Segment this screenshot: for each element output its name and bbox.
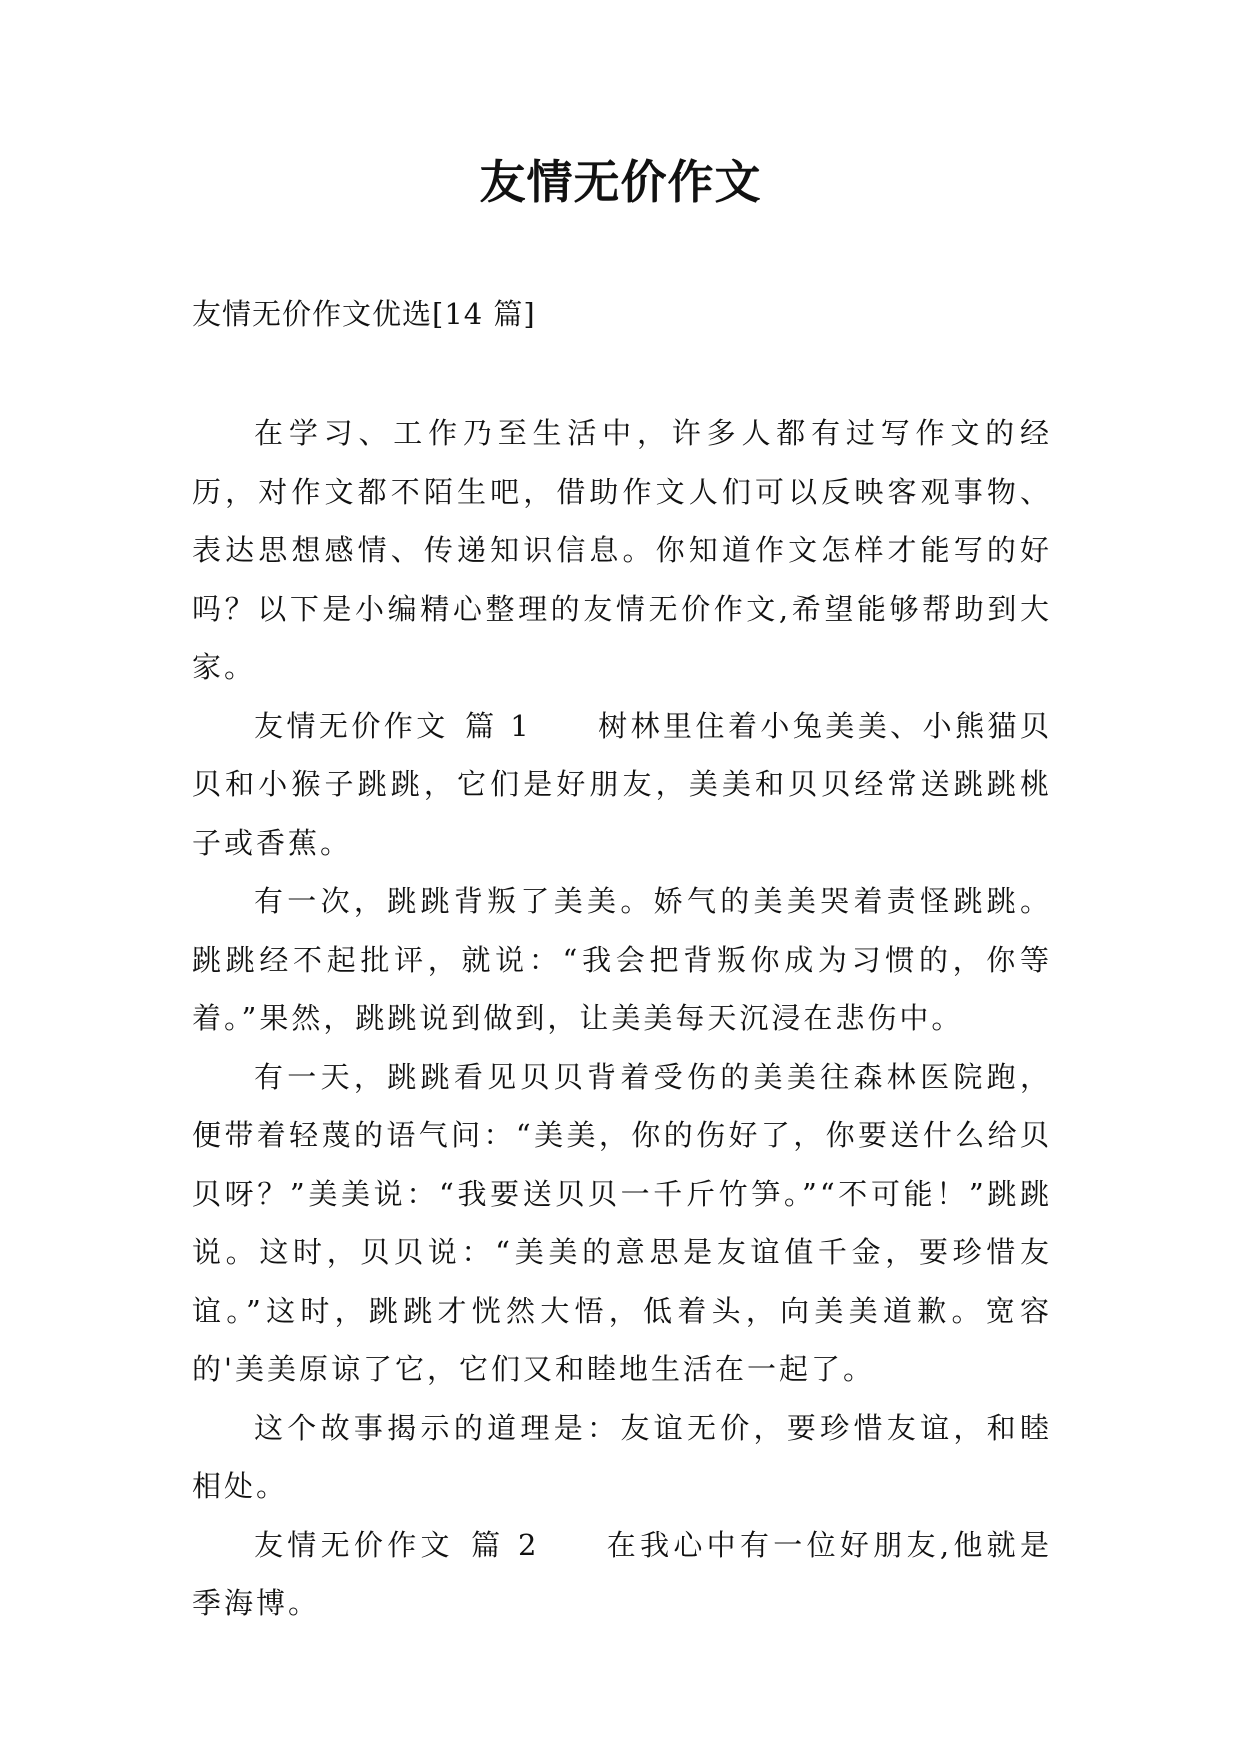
document-subtitle: 友情无价作文优选[14 篇] — [192, 297, 536, 331]
section-heading: 友情无价作文 — [254, 1527, 454, 1562]
section-first-line: 树林里住着小兔美美、小熊猫贝贝和小猴子跳跳，它们是好朋友，美美和贝贝经常送跳跳桃子或香蕉。 — [192, 708, 1052, 860]
section-number: 篇 1 — [464, 708, 532, 743]
body-paragraph: 有一次，跳跳背叛了美美。娇气的美美哭着责怪跳跳。跳跳经不起批评，就说：“我会把背叛你成为习惯的，你等着。”果然，跳跳说到做到，让美美每天沉浸在悲伤中。 — [192, 884, 1052, 1035]
body-paragraph: 这个故事揭示的道理是：友谊无价，要珍惜友谊，和睦相处。 — [192, 1410, 1052, 1503]
section-2-paragraph — [192, 1516, 1052, 1633]
document-body — [192, 404, 1052, 1633]
section-heading: 友情无价作文 — [254, 708, 449, 743]
document-title: 友情无价作文 — [479, 155, 762, 209]
intro-paragraph: 在学习、工作乃至生活中，许多人都有过写作文的经历，对作文都不陌生吧，借助作文人们可以反映客观事物、表达思想感情、传递知识信息。你知道作文怎样才能写的好吗？以下是小编精心整理的友情无价作文,希望能够帮助到大家。 — [192, 416, 1052, 684]
section-first-line: 在我心中有一位好朋友,他就是季海博。 — [192, 1527, 1052, 1620]
section-number: 篇 2 — [469, 1527, 540, 1562]
section-1-paragraph — [192, 697, 1052, 873]
body-paragraph: 有一天，跳跳看见贝贝背着受伤的美美往森林医院跑，便带着轻蔑的语气问：“美美，你的伤好了，你要送什么给贝贝呀？”美美说：“我要送贝贝一千斤竹笋。”“不可能！”跳跳说。这时，贝贝说：“美美的意思是友谊值千金，要珍惜友谊。”这时，跳跳才恍然大悟，低着头，向美美道歉。宽容的'美美原谅了它，它们又和睦地生活在一起了。 — [192, 1059, 1052, 1386]
